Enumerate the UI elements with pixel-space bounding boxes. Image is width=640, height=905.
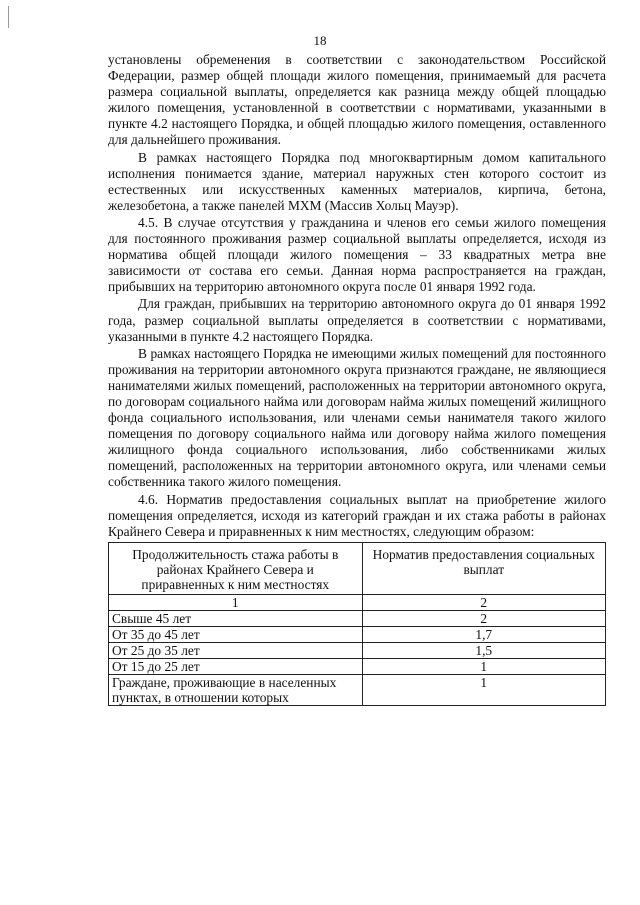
- experience-cell: От 35 до 45 лет: [109, 627, 363, 643]
- experience-cell: От 15 до 25 лет: [109, 659, 363, 675]
- social-payment-norms-table: [108, 542, 606, 706]
- scan-edge-mark: [8, 6, 9, 28]
- paragraph-4-5: 4.5. В случае отсутствия у гражданина и членов его семьи жилого помещения для постоянного проживания размер социальной выплаты определяется, исходя из норматива общей площади жилого помещения – 33 квадратных метра вне зависимости от состава его семьи. Данная норма распространяется на граждан, прибывших на территорию автономного округа после 01 января 1992 года.: [108, 214, 606, 295]
- table-row: [109, 611, 606, 627]
- table-row: [109, 627, 606, 643]
- paragraph-4-6: 4.6. Норматив предоставления социальных выплат на приобретение жилого помещения определяется, исходя из категорий граждан и их стажа работы в районах Крайнего Севера и приравненных к ним местностях, следующим образом:: [108, 491, 606, 539]
- experience-cell: Свыше 45 лет: [109, 611, 363, 627]
- table-row: [109, 659, 606, 675]
- table-row: [109, 643, 606, 659]
- paragraph-before-1992: Для граждан, прибывших на территорию автономного округа до 01 января 1992 года, размер социальной выплаты определяется в соответствии с нормативами, указанными в пункте 4.2 настоящего Порядка.: [108, 296, 606, 344]
- norm-cell: 1: [362, 659, 605, 675]
- norm-cell: 1,7: [362, 627, 605, 643]
- column-number-2: 2: [362, 595, 605, 611]
- norm-cell: 1: [362, 675, 605, 706]
- paragraph-continuation: установлены обременения в соответствии с законодательством Российской Федерации, размер общей площади жилого помещения, принимаемый для расчета размера социальной выплаты, определяется как разница между общей площадью жилого помещения, установленной в соответствии с нормативами, указанными в пункте 4.2 настоящего Порядка, и общей площадью жилого помещения, оставленного для дальнейшего проживания.: [108, 52, 606, 148]
- experience-cell: Граждане, проживающие в населенных пунктах, в отношении которых: [109, 675, 363, 706]
- header-norm: Норматив предоставления социальных выплат: [362, 543, 605, 595]
- header-experience: Продолжительность стажа работы в районах Крайнего Севера и приравненных к ним местностях: [109, 543, 363, 595]
- norm-cell: 1,5: [362, 643, 605, 659]
- paragraph-no-housing-definition: В рамках настоящего Порядка не имеющими жилых помещений для постоянного проживания на территории автономного округа признаются граждане, не являющиеся нанимателями жилых помещений, расположенных на территории автономного округа, по договорам социального найма или договорам найма жилых помещений жилищного фонда социального использования, или членами семьи нанимателя такого жилого помещения по договору социального найма или договору найма жилого помещения жилищного фонда социального использования, либо собственниками жилых помещений, расположенных на территории автономного округа, или членами семьи собственника такого жилого помещения.: [108, 345, 606, 490]
- table-row: [109, 675, 606, 706]
- paragraph-apartment-building-definition: В рамках настоящего Порядка под многоквартирным домом капитального исполнения понимается здание, материал наружных стен которого состоит из естественных или искусственных каменных материалов, кирпича, бетона, железобетона, а также панелей МХМ (Массив Хольц Мауэр).: [108, 149, 606, 213]
- norm-cell: 2: [362, 611, 605, 627]
- page-number: 18: [313, 33, 327, 48]
- column-number-row: [109, 595, 606, 611]
- experience-cell: От 25 до 35 лет: [109, 643, 363, 659]
- column-number-1: 1: [109, 595, 363, 611]
- body-text: [108, 52, 606, 540]
- table-header-row: [109, 543, 606, 595]
